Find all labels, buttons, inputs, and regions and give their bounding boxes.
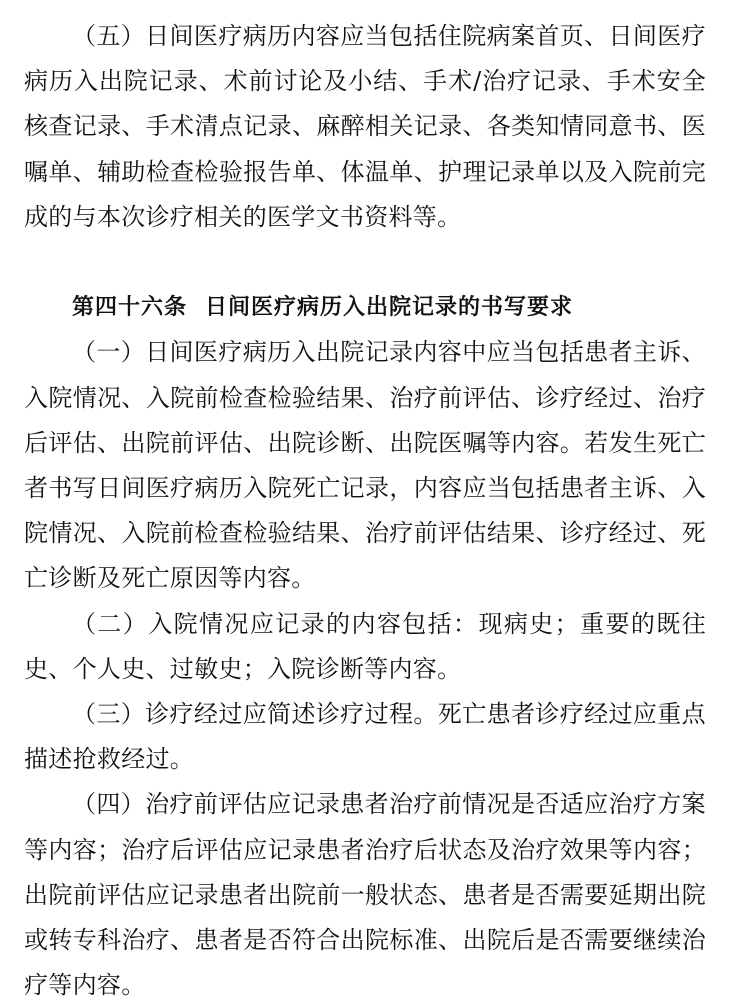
article-title: 日间医疗病历入出院记录的书写要求 <box>205 295 574 321</box>
paragraph-item-one: （一）日间医疗病历入出院记录内容中应当包括患者主诉、入院情况、入院前检查检验结果、治疗前评估、诊疗经过、治疗后评估、出院前评估、出院诊断、出院医嘱等内容。若发生死亡者书写日间医疗病历入院死亡记录，内容应当包括患者主诉、入院情况、入院前检查检验结果、治疗前评估结果、诊疗经过、死亡诊断及死亡原因等内容。 <box>24 338 706 593</box>
paragraph-item-two: （二）入院情况应记录的内容包括：现病史；重要的既往史、个人史、过敏史；入院诊断等内容。 <box>24 609 706 683</box>
article-number: 第四十六条 <box>72 295 188 321</box>
paragraph-spacer <box>24 240 706 285</box>
paragraph-section-five: （五）日间医疗病历内容应当包括住院病案首页、日间医疗病历入出院记录、术前讨论及小结、手术/治疗记录、手术安全核查记录、手术清点记录、麻醉相关记录、各类知情同意书、医嘱单、辅助检查检验报告单、体温单、护理记录单以及入院前完成的与本次诊疗相关的医学文书资料等。 <box>24 22 706 231</box>
paragraph-item-three: （三）诊疗经过应简述诊疗过程。死亡患者诊疗经过应重点描述抢救经过。 <box>24 700 706 774</box>
paragraph-item-four: （四）治疗前评估应记录患者治疗前情况是否适应治疗方案等内容；治疗后评估应记录患者治疗后状态及治疗效果等内容；出院前评估应记录患者出院前一般状态、患者是否需要延期出院或转专科治疗、患者是否符合出院标准、出院后是否需要继续治疗等内容。 <box>24 790 706 1000</box>
article-heading <box>24 285 706 330</box>
